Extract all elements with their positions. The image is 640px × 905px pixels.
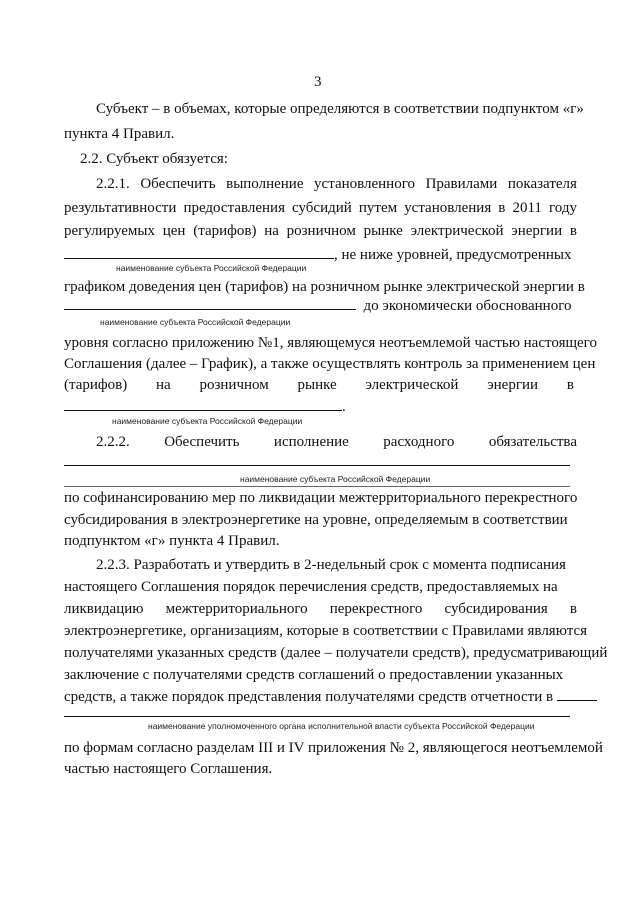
- clause-2-2-1-line-5: графиком доведения цен (тарифов) на розничном рынке электрической энергии в: [64, 279, 585, 295]
- region-name-blank-2: [64, 296, 356, 310]
- clause-2-2-1-line-10: .: [64, 397, 346, 416]
- clause-2-2-3-line-1: 2.2.3. Разработать и утвердить в 2-недельный срок с момента подписания: [96, 557, 566, 573]
- heading-2-2: 2.2. Субъект обязуется:: [80, 151, 228, 167]
- clause-2-2-1-line-6: до экономически обоснованного: [64, 296, 571, 315]
- caption-authority-name: наименование уполномоченного органа исполнительной власти субъекта Российской Федерации: [148, 721, 535, 731]
- clause-2-2-1-line-7: уровня согласно приложению №1, являющемуся неотъемлемой частью настоящего: [64, 335, 597, 351]
- authority-name-blank: [64, 716, 570, 717]
- clause-2-2-1-line-2: результативности предоставления субсидий путем установления в 2011 году: [64, 200, 577, 216]
- clause-2-2-3-line-4: электроэнергетике, организациям, которые в соответствии с Правилами являются: [64, 623, 588, 639]
- page-number: 3: [314, 74, 322, 90]
- caption-region-name-4: наименование субъекта Российской Федерации: [240, 474, 431, 484]
- paragraph-1-line-1: Субъект – в объемах, которые определяются в соответствии подпунктом «г»: [96, 101, 584, 117]
- region-name-blank-4: [64, 465, 570, 466]
- clause-2-2-2-line-4: подпунктом «г» пункта 4 Правил.: [64, 533, 280, 549]
- clause-2-2-3-line-8: по формам согласно разделам III и IV приложения № 2, являющегося неотъемлемой: [64, 740, 603, 756]
- clause-2-2-3-line-7: средств, а также порядок представления получателями средств отчетности в: [64, 687, 597, 706]
- clause-2-2-2-line-3: субсидирования в электроэнергетике на уровне, определяемым в соответствии: [64, 512, 568, 528]
- clause-2-2-3-line-6: заключение с получателями средств соглашений о предоставлении указанных: [64, 667, 564, 683]
- clause-2-2-1-line-1: 2.2.1. Обеспечить выполнение установленного Правилами показателя: [96, 176, 577, 192]
- clause-2-2-3-line-9: частью настоящего Соглашения.: [64, 761, 273, 777]
- clause-2-2-1-line-4: , не ниже уровней, предусмотренных: [64, 245, 571, 264]
- region-name-blank-1: [64, 245, 334, 259]
- authority-name-blank-start: [557, 687, 597, 701]
- paragraph-1-line-2: пункта 4 Правил.: [64, 126, 175, 142]
- clause-2-2-3-line-3: ликвидацию межтерриториального перекрестного субсидирования в: [64, 601, 577, 617]
- clause-2-2-3-line-2: настоящего Соглашения порядок перечисления средств, предоставляемых на: [64, 579, 558, 595]
- clause-2-2-1-line-8: Соглашения (далее – График), а также осуществлять контроль за применением цен: [64, 356, 596, 372]
- caption-region-name-3: наименование субъекта Российской Федерации: [112, 416, 303, 426]
- region-name-blank-3: [64, 397, 342, 411]
- caption-region-name-1: наименование субъекта Российской Федерации: [116, 263, 307, 273]
- clause-2-2-1-line-9: (тарифов) на розничном рынке электрической энергии в: [64, 377, 574, 393]
- clause-2-2-2-line-1: 2.2.2. Обеспечить исполнение расходного обязательства: [96, 434, 577, 450]
- clause-2-2-3-line-5: получателями указанных средств (далее – получатели средств), предусматривающий: [64, 645, 608, 661]
- clause-2-2-1-line-3: регулируемых цен (тарифов) на розничном рынке электрической энергии в: [64, 223, 577, 239]
- clause-2-2-2-line-2: по софинансированию мер по ликвидации межтерриториального перекрестного: [64, 490, 578, 506]
- caption-region-name-2: наименование субъекта Российской Федерации: [100, 317, 291, 327]
- separator-line: [64, 486, 570, 487]
